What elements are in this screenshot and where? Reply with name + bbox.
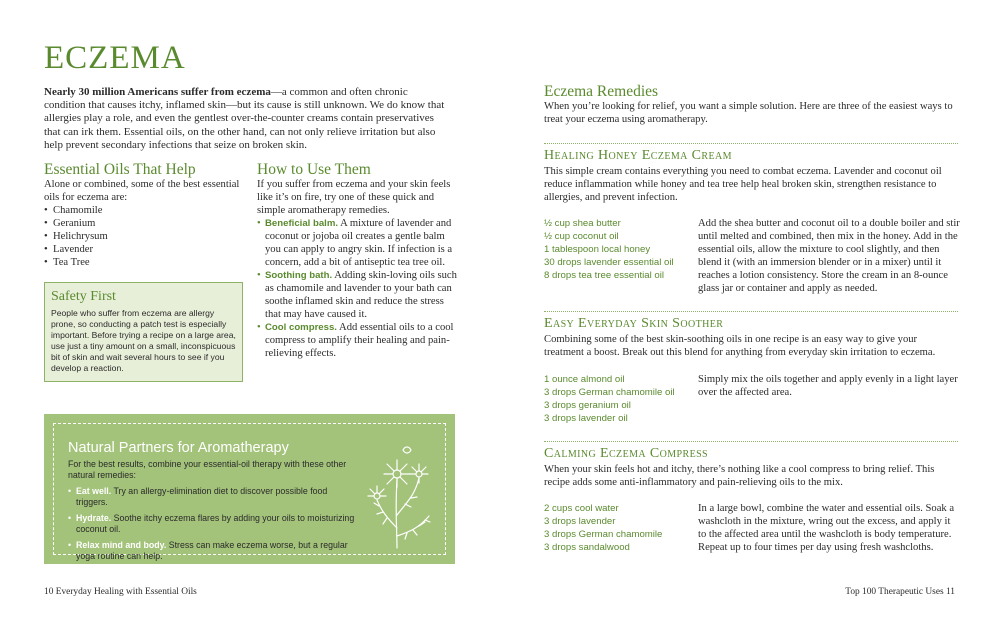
list-item [257,269,457,321]
list-item: • Tea Tree [44,256,244,269]
ingredients-list [544,217,694,282]
bullet-term: Eat well. [76,486,112,496]
ingredient: 3 drops sandalwood [544,542,630,553]
bullet-term: Beneficial balm. [265,218,339,229]
ingredient: 3 drops German chamomile [544,529,663,540]
list-item: • Geranium [44,217,244,230]
recipe-description: When your skin feels hot and itchy, there’s nothing like a cool compress to bring relief. This recipe adds some anti-inflammatory and pain-relieving oils to the mix. [544,464,935,488]
safety-title: Safety First [51,289,116,304]
recipe-directions: Add the shea butter and coconut oil to a double boiler and stir until melted and combined, then mix in the honey. Add in the essential oils, allow the mixture to cool slightly, and then blend it (with an immersion blender or in a mixer) until it reaches a lotion consistency. Store the cream in an 8-ounce glass jar or container and apply as needed. [698,218,960,294]
natural-partners-frame [53,423,446,561]
list-item [257,217,457,269]
recipe-directions: In a large bowl, combine the water and essential oils. Soak a washcloth in the mixture, wring out the excess, and apply it to the affected area until the washcloth is body temperature. Repeat up to four times per day using fresh washcloths. [698,503,955,553]
ingredient: ½ cup shea butter [544,218,621,229]
ingredient: 3 drops German chamomile oil [544,387,675,398]
page-title: ECZEMA [44,40,186,76]
ingredient: 1 ounce almond oil [544,374,625,385]
intro-text: —a common and often chronic condition that causes itchy, inflamed skin—but its cause is still unknown. We do know that allergies play a role, and even the gentlest over-the-counter creams contain preservatives that can irk them. Essential oils, on the other hand, can not only relieve irritation but also help prevent secondary infections that seize on broken skin. [44,86,445,151]
divider [544,441,958,442]
list-item: • Lavender [44,243,244,256]
recipe-title: Healing Honey Eczema Cream [544,148,732,163]
ingredient: 2 cups cool water [544,503,619,514]
footer-right: Top 100 Therapeutic Uses 11 [845,587,955,597]
list-item: • Chamomile [44,204,244,217]
essential-oils-heading: Essential Oils That Help [44,161,196,178]
safety-callout [44,282,243,382]
natural-partners-list [68,486,358,562]
list-item [257,321,457,360]
recipe-title: Easy Everyday Skin Soother [544,316,724,331]
recipe-directions: Simply mix the oils together and apply evenly in a light layer over the affected area. [698,374,958,398]
natural-partners-callout [44,414,455,564]
ingredients-list [544,373,694,425]
bullet-text: Soothe itchy eczema flares by adding your oils to moisturizing coconut oil. [76,513,355,534]
safety-text: People who suffer from eczema are allergy prone, so conducting a patch test is especially important. Before trying a recipe on a large area, use just a tiny amount on a small, inconspicuous bit of skin and wait several hours to see if you develop a reaction. [51,308,236,373]
bullet-term: Soothing bath. [265,270,333,281]
natural-partners-title: Natural Partners for Aromatherapy [68,440,289,456]
list-item: • Helichrysum [44,230,244,243]
intro-bold: Nearly 30 million Americans suffer from eczema [44,86,271,98]
bullet-text: A mixture of lavender and coconut or jojoba oil creates a gentle balm you can apply to angry skin. If infection is a concern, add a bit of antiseptic tea tree oil. [265,218,453,268]
recipe-description: Combining some of the best skin-soothing oils in one recipe is an easy way to give your treatment a boost. Break out this blend for anything from everyday skin irritation to eczema. [544,334,936,358]
how-to-use-lead: If you suffer from eczema and your skin feels like it’s on fire, try one of these quick and simple aromatherapy remedies. [257,179,451,216]
bullet-text: Stress can make eczema worse, but a regular yoga routine can help. [76,540,348,561]
ingredients-list [544,502,694,554]
natural-partners-lead: For the best results, combine your essential-oil therapy with these other natural remedies: [68,459,347,480]
ingredient: 3 drops geranium oil [544,400,631,411]
list-item [68,486,358,508]
intro-paragraph [44,86,452,152]
ingredient: 8 drops tea tree essential oil [544,270,664,281]
divider [544,311,958,312]
remedies-lead: When you’re looking for relief, you want a simple solution. Here are three of the easiest ways to treat your eczema using aromatherapy. [544,101,953,125]
remedies-heading: Eczema Remedies [544,83,659,100]
bullet-term: Cool compress. [265,322,337,333]
bullet-term: Relax mind and body. [76,540,167,550]
ingredient: 30 drops lavender essential oil [544,257,674,268]
bullet-term: Hydrate. [76,513,112,523]
ingredient: 3 drops lavender oil [544,413,628,424]
ingredient: ½ cup coconut oil [544,231,619,242]
bullet-text: Try an allergy-elimination diet to discover possible food triggers. [76,486,328,507]
ingredient: 3 drops lavender [544,516,616,527]
essential-oils-lead: Alone or combined, some of the best essential oils for eczema are: [44,179,240,203]
footer-left: 10 Everyday Healing with Essential Oils [44,587,197,597]
chamomile-flower-icon [367,440,439,550]
divider [544,143,958,144]
list-item [68,513,358,535]
essential-oils-list [44,204,244,269]
how-to-use-list [257,217,457,360]
ingredient: 1 tablespoon local honey [544,244,651,255]
recipe-title: Calming Eczema Compress [544,446,708,461]
bullet-text: Add essential oils to a cool compress to amplify their healing and pain-relieving effects. [265,322,454,359]
recipe-description: This simple cream contains everything you need to combat eczema. Lavender and coconut oil reduce inflammation while honey and tea tree help heal broken skin, strengthen resistance to allergies, and prevent infection. [544,166,942,203]
bullet-text: Adding skin-loving oils such as chamomile and lavender to your bath can soothe inflamed skin and reduce the stress that may have caused it. [265,270,457,320]
how-to-use-heading: How to Use Them [257,161,371,178]
list-item [68,540,358,562]
